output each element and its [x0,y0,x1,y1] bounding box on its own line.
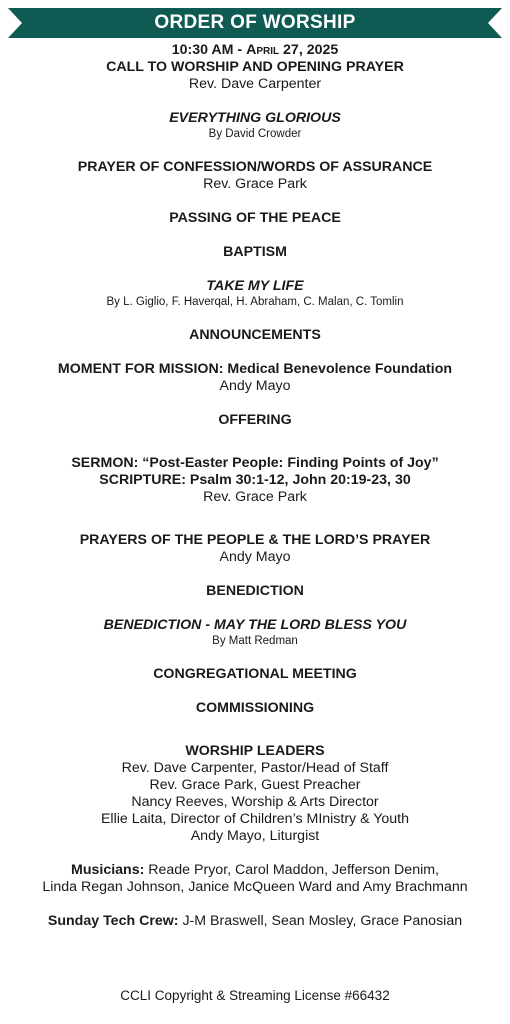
service-datetime [0,42,510,59]
tech-crew-label: Sunday Tech Crew: [47,913,179,929]
musicians-names-1: Reade Pryor, Carol Maddon, Jefferson Denim, [144,862,439,878]
service-date: April 27, 2025 [246,42,339,58]
worship-leader-2: Rev. Grace Park, Guest Preacher [149,777,361,793]
mission-leader: Andy Mayo [219,378,291,394]
commissioning-title: COMMISSIONING [195,700,315,716]
worship-leader-5: Andy Mayo, Liturgist [190,828,320,844]
banner-title: ORDER OF WORSHIP [154,12,356,33]
call-to-worship-leader: Rev. Dave Carpenter [188,76,322,92]
song3-author: By Matt Redman [212,635,298,647]
prayers-title: PRAYERS OF THE PEOPLE & THE LORD’S PRAYER [79,532,431,548]
ccli-license: CCLI Copyright & Streaming License #66432 [120,988,390,1003]
worship-leader-1: Rev. Dave Carpenter, Pastor/Head of Staff [121,760,389,776]
prayers-leader: Andy Mayo [219,549,291,565]
congregational-meeting-title: CONGREGATIONAL MEETING [153,666,357,682]
musicians-label: Musicians: [71,862,145,878]
service-time: 10:30 AM - [171,42,247,58]
song1-author: By David Crowder [208,128,302,140]
benediction-title: BENEDICTION [206,583,304,599]
song2-author: By L. Giglio, F. Haverqal, H. Abraham, C. Malan, C. Tomlin [106,296,404,308]
worship-leaders-heading: WORSHIP LEADERS [185,743,325,759]
musicians-names-2: Linda Regan Johnson, Janice McQueen Ward and Amy Brachmann [42,879,468,895]
song1-title: EVERYTHING GLORIOUS [169,110,341,126]
sermon-title: SERMON: “Post-Easter People: Finding Points of Joy” [71,455,439,471]
tech-crew-line [0,913,510,930]
announcements-title: ANNOUNCEMENTS [189,327,321,343]
offering-title: OFFERING [218,412,292,428]
sermon-leader: Rev. Grace Park [203,489,307,505]
song2-title: TAKE MY LIFE [206,278,304,294]
tech-crew-names: J-M Braswell, Sean Mosley, Grace Panosian [178,913,463,929]
scripture-title: SCRIPTURE: Psalm 30:1-12, John 20:19-23, 30 [99,472,411,488]
baptism-title: BAPTISM [223,244,287,260]
confession-title: PRAYER OF CONFESSION/WORDS OF ASSURANCE [77,159,433,175]
worship-leader-3: Nancy Reeves, Worship & Arts Director [131,794,379,810]
mission-title: MOMENT FOR MISSION: Medical Benevolence Foundation [57,361,453,377]
passing-peace-title: PASSING OF THE PEACE [169,210,341,226]
musicians-line-1 [0,862,510,879]
call-to-worship-title: CALL TO WORSHIP AND OPENING PRAYER [106,59,404,75]
order-of-worship [0,42,510,930]
title-banner [8,8,502,38]
worship-leader-4: Ellie Laita, Director of Children’s MInistry & Youth [100,811,410,827]
confession-leader: Rev. Grace Park [203,176,307,192]
song3-title: BENEDICTION - MAY THE LORD BLESS YOU [103,617,407,633]
